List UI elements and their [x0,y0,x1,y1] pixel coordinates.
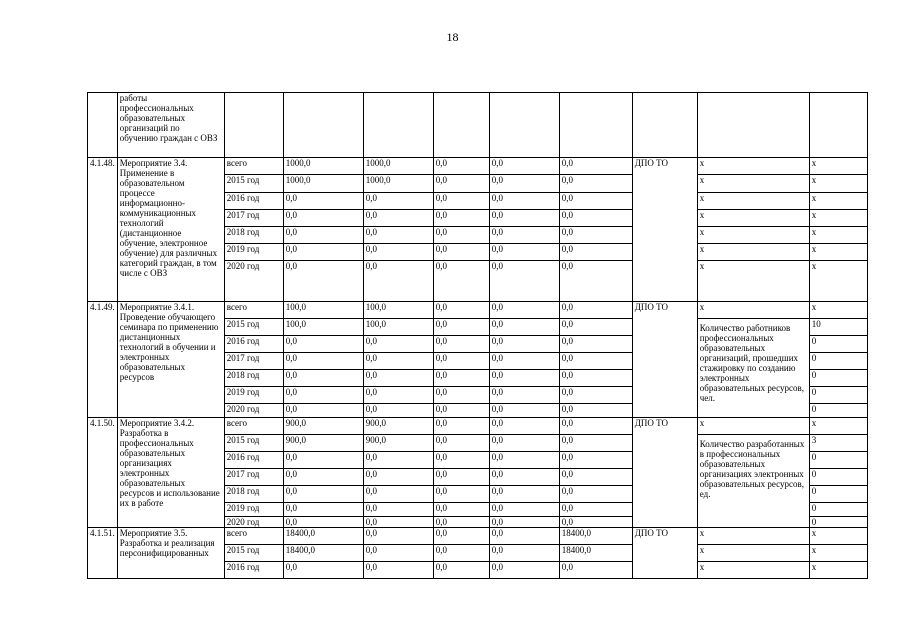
funding-source-cell: 0,0 [489,175,559,193]
total-funding-cell: 0,0 [283,210,363,227]
funding-source-cell: 0,0 [489,486,559,503]
period-cell: 2020 год [224,261,283,302]
funding-source-cell: 0,0 [489,193,559,210]
funding-source-cell: 0,0 [363,562,433,579]
funding-source-cell: 0,0 [433,517,489,528]
empty-cell [489,93,559,158]
funding-source-cell: 0,0 [433,370,489,387]
indicator-cell: х [697,210,809,227]
activity-name-text: Мероприятие 3.5. Разработка и реализация персонифицированных [119,528,215,558]
funding-source-cell: 0,0 [363,469,433,486]
funding-source-cell: 0,0 [559,227,632,244]
funding-source-cell: 0,0 [433,469,489,486]
funding-source-cell: 0,0 [363,387,433,404]
table-body [88,93,868,579]
total-funding-cell: 0,0 [283,353,363,370]
funding-source-cell: 0,0 [363,336,433,353]
activity-name-cell [117,418,224,528]
row-number-cell: 4.1.51. [88,528,118,579]
total-funding-cell: 0,0 [283,336,363,353]
funding-source-cell: 0,0 [433,261,489,302]
funding-source-cell: 1000,0 [363,158,433,175]
row-number-cell [88,93,118,158]
table-row [88,528,868,545]
funding-source-cell: 0,0 [559,210,632,227]
total-funding-cell: 18400,0 [283,545,363,562]
funding-source-cell: 0,0 [433,404,489,418]
funding-source-cell: 100,0 [363,319,433,336]
indicator-cell: х [697,562,809,579]
indicator-text: Количество разработанных в профессиональных образовательных организациях электронных образовательных ресурсов, ед. [699,439,805,499]
period-cell: 2015 год [224,545,283,562]
funding-source-cell: 0,0 [489,545,559,562]
total-funding-cell: 0,0 [283,387,363,404]
funding-source-cell: 0,0 [489,158,559,175]
indicator-value-cell: х [809,562,867,579]
row-number-cell: 4.1.49. [88,302,118,418]
indicator-cell: х [697,227,809,244]
period-cell: 2017 год [224,469,283,486]
funding-source-cell: 0,0 [489,528,559,545]
indicator-cell: х [697,418,809,435]
page-number: 18 [446,30,459,44]
total-funding-cell: 0,0 [283,261,363,302]
period-cell: всего [224,528,283,545]
indicator-cell: х [697,545,809,562]
indicator-text: Количество работников профессиональных образовательных организаций, прошедших стажировку по созданию электронных образовательных ресурсов, чел. [699,323,804,403]
funding-source-cell: 0,0 [433,244,489,261]
funding-source-cell: 0,0 [363,210,433,227]
funding-source-cell: 0,0 [489,244,559,261]
funding-source-cell: 0,0 [489,227,559,244]
total-funding-cell: 0,0 [283,562,363,579]
funding-source-cell: 0,0 [489,418,559,435]
funding-source-cell: 0,0 [433,545,489,562]
indicator-cell: х [697,302,809,319]
funding-source-cell: 0,0 [363,227,433,244]
total-funding-cell: 0,0 [283,517,363,528]
indicator-value-cell: 0 [809,452,867,469]
funding-source-cell: 0,0 [559,302,632,319]
total-funding-cell: 900,0 [283,435,363,452]
row-number-cell: 4.1.50. [88,418,118,528]
indicator-value-cell: 0 [809,404,867,418]
funding-source-cell: 0,0 [433,528,489,545]
funding-source-cell: 0,0 [433,336,489,353]
indicator-value-cell: 10 [809,319,867,336]
indicator-value-cell: 0 [809,469,867,486]
funding-source-cell: 0,0 [559,193,632,210]
funding-source-cell: 0,0 [433,175,489,193]
funding-source-cell: 0,0 [559,353,632,370]
indicator-value-cell: х [809,175,867,193]
funding-source-cell: 0,0 [559,175,632,193]
funding-source-cell: 0,0 [489,435,559,452]
activity-name-cell [117,528,224,579]
funding-source-cell: 0,0 [489,452,559,469]
row-number-cell: 4.1.48. [88,158,118,302]
funding-source-cell: 0,0 [433,210,489,227]
activity-name-text: Мероприятие 3.4.2. Разработка в профессиональных образовательных организациях электронных образовательных ресурсов и использование их в работе [119,418,220,508]
indicator-value-cell: х [809,418,867,435]
empty-cell [559,93,632,158]
executor-cell: ДПО ТО [632,528,697,579]
funding-source-cell: 0,0 [559,319,632,336]
funding-source-cell: 0,0 [433,158,489,175]
indicator-cell: х [697,244,809,261]
empty-cell [224,93,283,158]
period-cell: 2020 год [224,517,283,528]
total-funding-cell: 0,0 [283,503,363,517]
table-row-continuation [88,93,868,158]
period-cell: всего [224,158,283,175]
indicator-value-cell: 0 [809,517,867,528]
period-cell: 2020 год [224,404,283,418]
period-cell: 2018 год [224,227,283,244]
funding-source-cell: 0,0 [433,353,489,370]
funding-source-cell: 0,0 [363,452,433,469]
indicator-cell [697,319,809,418]
activity-name-cell [117,158,224,302]
funding-source-cell: 0,0 [559,158,632,175]
funding-source-cell: 900,0 [363,435,433,452]
indicator-value-cell: х [809,210,867,227]
period-cell: 2019 год [224,244,283,261]
funding-source-cell: 0,0 [433,452,489,469]
funding-source-cell: 0,0 [363,545,433,562]
funding-source-cell: 0,0 [489,336,559,353]
funding-source-cell: 0,0 [363,261,433,302]
funding-source-cell: 0,0 [489,469,559,486]
empty-cell [697,93,809,158]
indicator-value-cell: х [809,261,867,302]
indicator-cell: х [697,528,809,545]
funding-source-cell: 0,0 [489,517,559,528]
empty-cell [433,93,489,158]
indicator-value-cell: 3 [809,435,867,452]
indicator-value-cell: 0 [809,503,867,517]
indicator-value-cell: х [809,528,867,545]
funding-source-cell: 0,0 [559,336,632,353]
total-funding-cell: 0,0 [283,370,363,387]
indicator-value-cell: х [809,302,867,319]
indicator-cell: х [697,193,809,210]
indicator-value-cell: х [809,545,867,562]
funding-source-cell: 0,0 [559,261,632,302]
funding-source-cell: 0,0 [363,528,433,545]
period-cell: 2015 год [224,435,283,452]
funding-source-cell: 0,0 [489,387,559,404]
period-cell: 2017 год [224,353,283,370]
indicator-value-cell: 0 [809,370,867,387]
period-cell: 2018 год [224,370,283,387]
funding-source-cell: 0,0 [489,353,559,370]
period-cell: 2018 год [224,486,283,503]
period-cell: всего [224,418,283,435]
funding-source-cell: 0,0 [433,319,489,336]
period-cell: 2016 год [224,452,283,469]
empty-cell [632,93,697,158]
funding-source-cell: 0,0 [489,503,559,517]
funding-source-cell: 0,0 [489,370,559,387]
funding-source-cell: 0,0 [489,302,559,319]
total-funding-cell: 900,0 [283,418,363,435]
activity-name-cell [117,302,224,418]
period-cell: 2016 год [224,336,283,353]
indicator-value-cell: 0 [809,486,867,503]
indicator-cell: х [697,261,809,302]
funding-source-cell: 0,0 [363,244,433,261]
total-funding-cell: 100,0 [283,302,363,319]
executor-cell: ДПО ТО [632,158,697,302]
indicator-value-cell: 0 [809,387,867,404]
activity-name-cell [117,93,224,158]
period-cell: 2015 год [224,175,283,193]
funding-source-cell: 0,0 [489,404,559,418]
total-funding-cell: 100,0 [283,319,363,336]
funding-source-cell: 0,0 [433,387,489,404]
period-cell: 2019 год [224,503,283,517]
indicator-value-cell: 0 [809,353,867,370]
funding-source-cell: 0,0 [363,517,433,528]
funding-source-cell: 0,0 [559,370,632,387]
indicator-value-cell: 0 [809,336,867,353]
indicator-value-cell: х [809,227,867,244]
executor-cell: ДПО ТО [632,302,697,418]
funding-source-cell: 0,0 [363,370,433,387]
funding-source-cell: 0,0 [433,302,489,319]
funding-source-cell: 0,0 [559,517,632,528]
table-row [88,418,868,435]
indicator-cell: х [697,158,809,175]
total-funding-cell: 0,0 [283,452,363,469]
funding-source-cell: 0,0 [433,435,489,452]
activity-name-text: Мероприятие 3.4.1. Проведение обучающего семинара по применению дистанционных технологий в обучении и электронных образовательных ресурсов [119,302,219,382]
funding-source-cell: 0,0 [433,193,489,210]
funding-source-cell: 0,0 [559,452,632,469]
funding-source-cell: 0,0 [559,469,632,486]
funding-source-cell: 0,0 [433,503,489,517]
activity-name-text: работы профессиональных образовательных организаций по обучению граждан с ОВЗ [119,93,218,143]
indicator-value-cell: х [809,158,867,175]
funding-source-cell: 0,0 [363,353,433,370]
funding-source-cell: 0,0 [559,387,632,404]
total-funding-cell: 0,0 [283,193,363,210]
funding-source-cell: 18400,0 [559,528,632,545]
indicator-value-cell: х [809,244,867,261]
funding-source-cell: 0,0 [433,562,489,579]
period-cell: всего [224,302,283,319]
funding-source-cell: 900,0 [363,418,433,435]
funding-source-cell: 0,0 [489,319,559,336]
funding-source-cell: 0,0 [433,418,489,435]
funding-source-cell: 0,0 [489,261,559,302]
funding-source-cell: 0,0 [559,244,632,261]
funding-source-cell: 0,0 [559,486,632,503]
funding-source-cell: 1000,0 [363,175,433,193]
total-funding-cell: 1000,0 [283,175,363,193]
period-cell: 2016 год [224,193,283,210]
total-funding-cell: 1000,0 [283,158,363,175]
total-funding-cell: 0,0 [283,244,363,261]
activity-name-text: Мероприятие 3.4. Применение в образовательном процессе информационно-коммуникационных технологий (дистанционное обучение, электронное обучение) для различных категорий граждан, в том числе с ОВЗ [119,158,218,278]
funding-source-cell: 100,0 [363,302,433,319]
program-activities-table [87,92,868,579]
funding-source-cell: 0,0 [489,562,559,579]
period-cell: 2015 год [224,319,283,336]
funding-source-cell: 0,0 [433,227,489,244]
funding-source-cell: 0,0 [559,404,632,418]
funding-source-cell: 18400,0 [559,545,632,562]
funding-source-cell: 0,0 [363,486,433,503]
total-funding-cell: 0,0 [283,227,363,244]
table-row [88,158,868,175]
empty-cell [283,93,363,158]
funding-source-cell: 0,0 [559,418,632,435]
funding-source-cell: 0,0 [559,562,632,579]
empty-cell [363,93,433,158]
period-cell: 2017 год [224,210,283,227]
table-row [88,302,868,319]
funding-source-cell: 0,0 [363,503,433,517]
total-funding-cell: 0,0 [283,469,363,486]
funding-source-cell: 0,0 [363,193,433,210]
total-funding-cell: 0,0 [283,486,363,503]
funding-source-cell: 0,0 [433,486,489,503]
funding-source-cell: 0,0 [363,404,433,418]
empty-cell [809,93,867,158]
funding-source-cell: 0,0 [559,435,632,452]
period-cell: 2016 год [224,562,283,579]
funding-source-cell: 0,0 [559,503,632,517]
period-cell: 2019 год [224,387,283,404]
funding-source-cell: 0,0 [489,210,559,227]
total-funding-cell: 0,0 [283,404,363,418]
executor-cell: ДПО ТО [632,418,697,528]
indicator-value-cell: х [809,193,867,210]
total-funding-cell: 18400,0 [283,528,363,545]
indicator-cell [697,435,809,528]
indicator-cell: х [697,175,809,193]
